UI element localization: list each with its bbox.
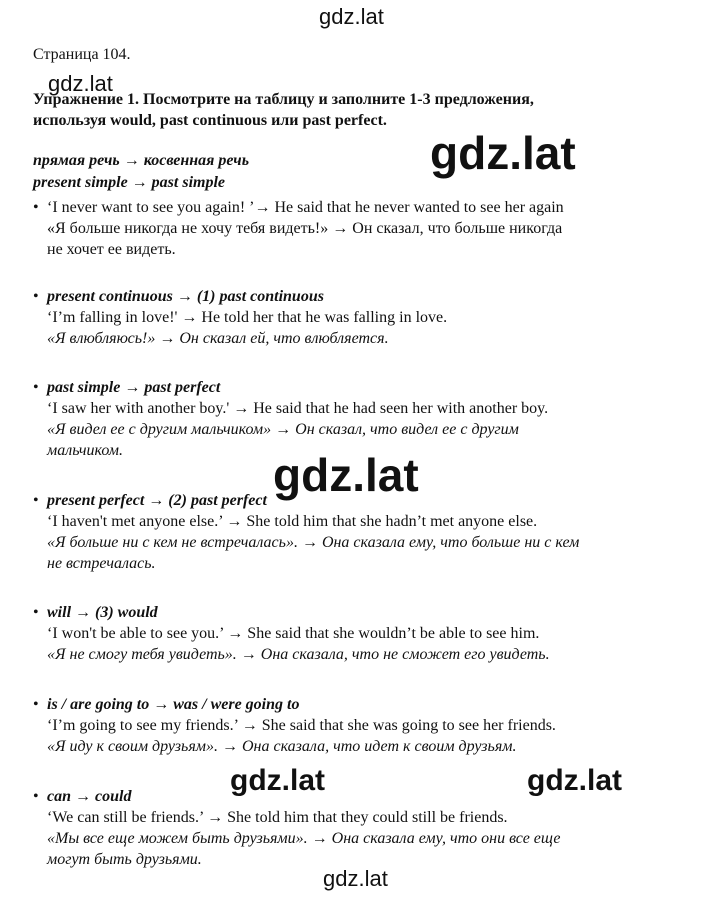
rule-item-header: past simple → past perfect	[47, 379, 221, 396]
rule-item-header: present perfect → (2) past perfect	[47, 492, 267, 509]
english-example: ‘I saw her with another boy.' → He said that he had seen her with another boy.	[47, 400, 549, 417]
english-example: ‘I’m falling in love!' → He told her that he was falling in love.	[47, 309, 448, 326]
english-example: ‘I haven't met anyone else.’ → She told him that she hadn’t met anyone else.	[47, 513, 538, 530]
russian-translation: могут быть друзьями.	[47, 851, 202, 868]
rule-item-header: present continuous → (1) past continuous	[47, 288, 324, 305]
exercise-instruction-line: используя would, past continuous или past perfect.	[33, 112, 387, 129]
page-reference: Страница 104.	[33, 46, 131, 63]
rule-item	[33, 602, 693, 665]
watermark-top: gdz.lat	[319, 4, 384, 29]
russian-translation: «Я иду к своим друзьям». → Она сказала, что идет к своим друзьям.	[47, 738, 517, 755]
bullet: •	[33, 288, 39, 305]
bullet: •	[33, 199, 39, 216]
rule-item	[33, 197, 693, 260]
rule-item	[33, 286, 693, 349]
rule-item	[33, 490, 693, 574]
exercise-instruction	[33, 89, 633, 131]
russian-translation: «Я больше никогда не хочу тебя видеть!» → Он сказал, что больше никогда	[47, 220, 563, 237]
russian-translation: мальчиком.	[47, 442, 123, 459]
rule-item-header: will → (3) would	[47, 604, 158, 621]
rule-item	[33, 694, 693, 757]
watermark-mid-right: gdz.lat	[527, 764, 622, 797]
watermark-mid-left: gdz.lat	[230, 764, 325, 797]
russian-translation: «Я не смогу тебя увидеть». → Она сказала, что не сможет его увидеть.	[47, 646, 550, 663]
watermark-left: gdz.lat	[48, 71, 113, 96]
russian-translation: не хочет ее видеть.	[47, 241, 176, 258]
rule-item	[33, 786, 693, 870]
rule-header-line: present simple → past simple	[33, 174, 225, 191]
russian-translation: «Мы все еще можем быть друзьями». → Она сказала ему, что они все еще	[47, 830, 561, 847]
english-example: ‘I’m going to see my friends.’ → She said that she was going to see her friends.	[47, 717, 556, 734]
bullet: •	[33, 379, 39, 396]
russian-translation: «Я больше ни с кем не встречалась». → Она сказала ему, что больше ни с кем	[47, 534, 580, 551]
bullet: •	[33, 788, 39, 805]
watermark-large-top: gdz.lat	[430, 127, 576, 179]
english-example: ‘I won't be able to see you.’ → She said that she wouldn’t be able to see him.	[47, 625, 540, 642]
rule-header-line: прямая речь → косвенная речь	[33, 152, 249, 169]
watermark-bottom: gdz.lat	[323, 866, 388, 891]
bullet: •	[33, 492, 39, 509]
exercise-instruction-line: Упражнение 1. Посмотрите на таблицу и заполните 1-3 предложения,	[33, 91, 534, 108]
rule-item-header: can → could	[47, 788, 132, 805]
watermark-large-center: gdz.lat	[273, 449, 419, 501]
bullet: •	[33, 696, 39, 713]
russian-translation: «Я видел ее с другим мальчиком» → Он сказал, что видел ее с другим	[47, 421, 519, 438]
bullet: •	[33, 604, 39, 621]
english-example: ‘I never want to see you again! ’→ He said that he never wanted to see her again	[47, 199, 564, 216]
rule-header	[33, 150, 249, 194]
rule-item-header: is / are going to → was / were going to	[47, 696, 300, 713]
russian-translation: не встречалась.	[47, 555, 156, 572]
russian-translation: «Я влюбляюсь!» → Он сказал ей, что влюбляется.	[47, 330, 389, 347]
english-example: ‘We can still be friends.’ → She told him that they could still be friends.	[47, 809, 508, 826]
